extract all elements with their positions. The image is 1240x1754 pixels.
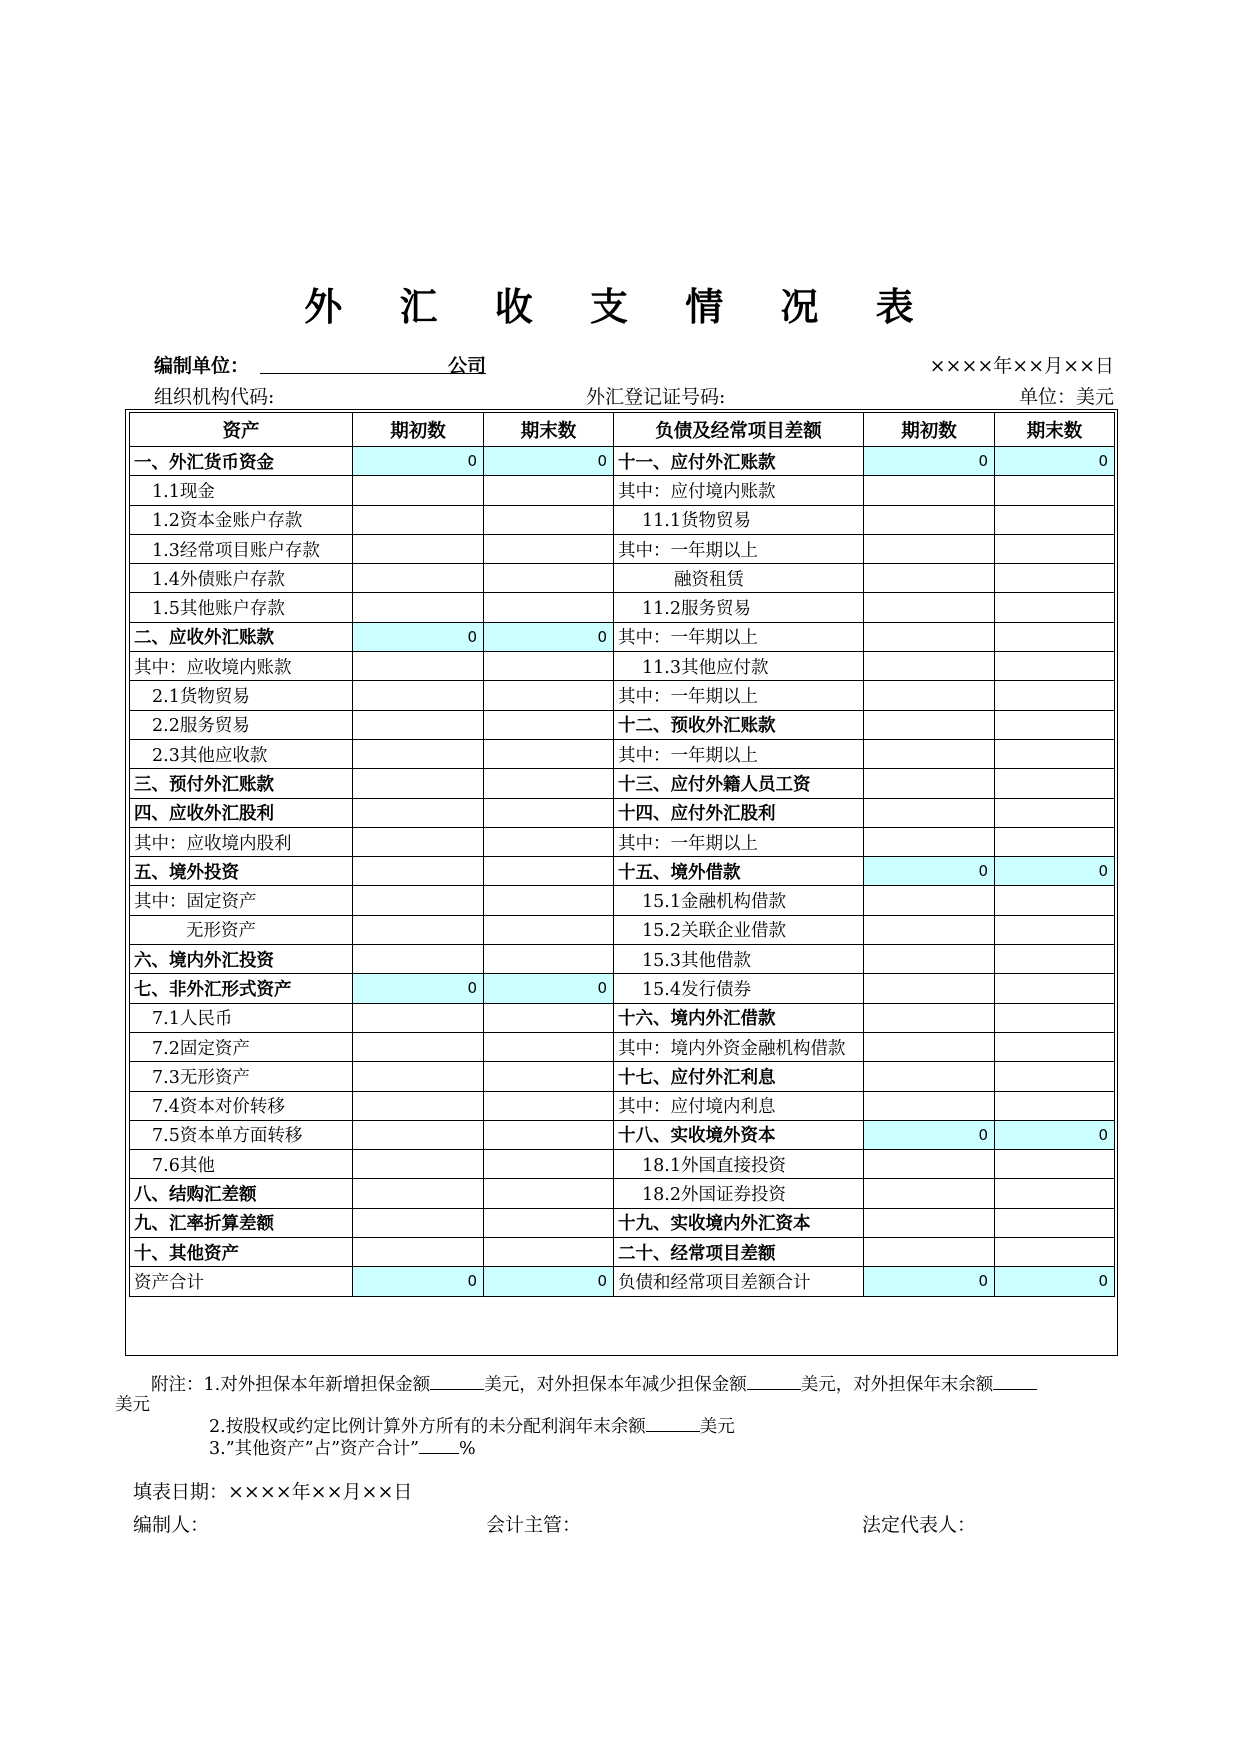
liability-begin-value[interactable] <box>864 1091 995 1120</box>
liability-begin-value[interactable] <box>864 1238 995 1267</box>
liability-begin-value[interactable] <box>864 945 995 974</box>
asset-end-value[interactable] <box>484 1179 614 1208</box>
liability-end-value[interactable] <box>995 1003 1115 1032</box>
col-header-end-2: 期末数 <box>995 413 1115 447</box>
asset-end-value[interactable] <box>484 827 614 856</box>
table-row <box>130 1208 1115 1237</box>
col-header-begin-2: 期初数 <box>864 413 995 447</box>
note-1 <box>115 1373 1115 1415</box>
liability-item-label: 11.2服务贸易 <box>614 593 864 622</box>
asset-item-label: 7.6其他 <box>130 1150 353 1179</box>
liability-item-label: 15.2关联企业借款 <box>614 915 864 944</box>
asset-begin-value[interactable] <box>353 476 484 505</box>
asset-end-value[interactable] <box>484 857 614 886</box>
note-1-blank-c[interactable] <box>993 1373 1037 1390</box>
note-1-blank-b[interactable] <box>747 1373 801 1390</box>
asset-item-label: 7.5资本单方面转移 <box>130 1120 353 1149</box>
asset-begin-value[interactable] <box>353 534 484 563</box>
asset-begin-value[interactable] <box>353 564 484 593</box>
fill-date: 填表日期：××××年××月××日 <box>133 1481 413 1503</box>
liability-item-label: 十四、应付外汇股利 <box>614 798 864 827</box>
asset-item-label: 八、结购汇差额 <box>130 1179 353 1208</box>
asset-end-value[interactable] <box>484 652 614 681</box>
asset-begin-value[interactable] <box>353 769 484 798</box>
liability-item-label: 其中：境内外资金融机构借款 <box>614 1032 864 1061</box>
liability-item-label: 十九、实收境内外汇资本 <box>614 1208 864 1237</box>
asset-end-value[interactable] <box>484 1003 614 1032</box>
asset-total-begin[interactable]: 0 <box>353 1267 484 1296</box>
report-date: ××××年××月××日 <box>929 355 1114 377</box>
asset-item-label: 1.2资本金账户存款 <box>130 505 353 534</box>
asset-item-label: 其中：应收境内股利 <box>130 827 353 856</box>
liability-end-value[interactable] <box>995 1062 1115 1091</box>
liability-end-value[interactable] <box>995 974 1115 1003</box>
note-3-text-a: 3.”其他资产”占”资产合计” <box>209 1439 419 1459</box>
liability-end-value[interactable]: 0 <box>995 447 1115 476</box>
table-row <box>130 886 1115 915</box>
asset-item-label: 三、预付外汇账款 <box>130 769 353 798</box>
asset-end-value[interactable] <box>484 798 614 827</box>
asset-begin-value[interactable] <box>353 681 484 710</box>
asset-begin-value[interactable] <box>353 739 484 768</box>
asset-begin-value[interactable] <box>353 593 484 622</box>
asset-item-label: 1.5其他账户存款 <box>130 593 353 622</box>
asset-end-value[interactable] <box>484 1150 614 1179</box>
asset-end-value[interactable] <box>484 476 614 505</box>
asset-item-label: 一、外汇货币资金 <box>130 447 353 476</box>
liability-item-label: 15.3其他借款 <box>614 945 864 974</box>
table-row <box>130 945 1115 974</box>
table-row <box>130 1238 1115 1267</box>
asset-end-value[interactable] <box>484 915 614 944</box>
liability-item-label: 十一、应付外汇账款 <box>614 447 864 476</box>
liability-begin-value[interactable] <box>864 681 995 710</box>
liability-end-value[interactable] <box>995 534 1115 563</box>
asset-begin-value[interactable] <box>353 505 484 534</box>
liability-begin-value[interactable] <box>864 974 995 1003</box>
asset-begin-value[interactable] <box>353 652 484 681</box>
table-row <box>130 593 1115 622</box>
asset-item-label: 十、其他资产 <box>130 1238 353 1267</box>
asset-item-label: 六、境内外汇投资 <box>130 945 353 974</box>
col-header-end: 期末数 <box>484 413 614 447</box>
liability-item-label: 其中：应付境内利息 <box>614 1091 864 1120</box>
liability-end-value[interactable] <box>995 1150 1115 1179</box>
asset-item-label: 2.1货物贸易 <box>130 681 353 710</box>
col-header-begin: 期初数 <box>353 413 484 447</box>
preparer-label: 编制人： <box>133 1514 210 1536</box>
unit-name-blank[interactable] <box>260 351 448 374</box>
table-row <box>130 652 1115 681</box>
table-row <box>130 710 1115 739</box>
liability-item-label: 18.2外国证券投资 <box>614 1179 864 1208</box>
asset-end-value[interactable] <box>484 1032 614 1061</box>
liability-begin-value[interactable]: 0 <box>864 447 995 476</box>
liability-end-value[interactable] <box>995 564 1115 593</box>
liability-item-label: 11.1货物贸易 <box>614 505 864 534</box>
liability-begin-value[interactable] <box>864 1208 995 1237</box>
table-row <box>130 447 1115 476</box>
liability-begin-value[interactable] <box>864 915 995 944</box>
asset-item-label: 其中：固定资产 <box>130 886 353 915</box>
asset-item-label: 九、汇率折算差额 <box>130 1208 353 1237</box>
table-row <box>130 1091 1115 1120</box>
asset-begin-value[interactable] <box>353 1238 484 1267</box>
liability-begin-value[interactable] <box>864 622 995 651</box>
header-row-1 <box>154 351 1114 379</box>
asset-begin-value[interactable] <box>353 1150 484 1179</box>
asset-end-value[interactable] <box>484 886 614 915</box>
notes <box>115 1373 1115 1459</box>
liability-item-label: 十八、实收境外资本 <box>614 1120 864 1149</box>
note-1-blank-a[interactable] <box>430 1373 484 1390</box>
asset-item-label: 7.3无形资产 <box>130 1062 353 1091</box>
liability-item-label: 15.4发行债券 <box>614 974 864 1003</box>
liability-item-label: 融资租赁 <box>614 564 864 593</box>
note-3-blank[interactable] <box>419 1437 459 1454</box>
liability-item-label: 十三、应付外籍人员工资 <box>614 769 864 798</box>
asset-end-value[interactable]: 0 <box>484 622 614 651</box>
liability-begin-value[interactable] <box>864 476 995 505</box>
liability-end-value[interactable] <box>995 915 1115 944</box>
total-row <box>130 1267 1115 1296</box>
liability-end-value[interactable] <box>995 1091 1115 1120</box>
asset-total-end[interactable]: 0 <box>484 1267 614 1296</box>
asset-end-value[interactable] <box>484 1091 614 1120</box>
asset-end-value[interactable] <box>484 564 614 593</box>
liability-begin-value[interactable] <box>864 710 995 739</box>
liability-begin-value[interactable] <box>864 505 995 534</box>
org-code-label: 组织机构代码: <box>154 386 275 408</box>
asset-begin-value[interactable] <box>353 798 484 827</box>
asset-end-value[interactable] <box>484 769 614 798</box>
table-row <box>130 798 1115 827</box>
asset-end-value[interactable] <box>484 1062 614 1091</box>
note-2 <box>133 1415 1115 1437</box>
liability-end-value[interactable] <box>995 1238 1115 1267</box>
report-table-frame <box>125 409 1118 1356</box>
currency-label: 单位：美元 <box>1018 386 1114 408</box>
note-1-text-a: 附注：1.对外担保本年新增担保金额 <box>151 1375 431 1395</box>
asset-end-value[interactable] <box>484 945 614 974</box>
asset-end-value[interactable]: 0 <box>484 974 614 1003</box>
asset-end-value[interactable] <box>484 505 614 534</box>
asset-begin-value[interactable] <box>353 857 484 886</box>
table-row <box>130 1150 1115 1179</box>
liability-begin-value[interactable] <box>864 593 995 622</box>
table-row <box>130 915 1115 944</box>
liability-begin-value[interactable] <box>864 652 995 681</box>
asset-begin-value[interactable] <box>353 1208 484 1237</box>
asset-item-label: 2.2服务贸易 <box>130 710 353 739</box>
report-table <box>129 412 1115 1297</box>
page-title: 外 汇 收 支 情 况 表 <box>304 284 936 329</box>
signature-row <box>133 1510 1113 1538</box>
asset-end-value[interactable] <box>484 681 614 710</box>
asset-end-value[interactable] <box>484 1238 614 1267</box>
asset-end-value[interactable] <box>484 534 614 563</box>
asset-end-value[interactable] <box>484 593 614 622</box>
note-1-text-c: 美元，对外担保年末余额 <box>800 1375 994 1395</box>
asset-item-label: 1.3经常项目账户存款 <box>130 534 353 563</box>
asset-item-label: 七、非外汇形式资产 <box>130 974 353 1003</box>
liability-total-end[interactable]: 0 <box>995 1267 1115 1296</box>
asset-item-label: 7.4资本对价转移 <box>130 1091 353 1120</box>
asset-begin-value[interactable] <box>353 1032 484 1061</box>
asset-item-label: 五、境外投资 <box>130 857 353 886</box>
asset-begin-value[interactable] <box>353 1120 484 1149</box>
liability-item-label: 其中：一年期以上 <box>614 739 864 768</box>
table-row <box>130 1062 1115 1091</box>
liability-item-label: 其中：一年期以上 <box>614 827 864 856</box>
unit-label: 编制单位： <box>154 355 250 377</box>
table-row <box>130 505 1115 534</box>
asset-item-label: 7.2固定资产 <box>130 1032 353 1061</box>
asset-item-label: 7.1人民币 <box>130 1003 353 1032</box>
asset-begin-value[interactable] <box>353 1003 484 1032</box>
liability-begin-value[interactable]: 0 <box>864 857 995 886</box>
note-2-text-b: 美元 <box>699 1417 735 1437</box>
liability-begin-value[interactable] <box>864 1062 995 1091</box>
liability-total-label: 负债和经常项目差额合计 <box>614 1267 864 1296</box>
liability-begin-value[interactable] <box>864 564 995 593</box>
table-row <box>130 681 1115 710</box>
table-row <box>130 974 1115 1003</box>
asset-begin-value[interactable]: 0 <box>353 974 484 1003</box>
liability-end-value[interactable] <box>995 681 1115 710</box>
note-3 <box>133 1437 1115 1459</box>
table-row <box>130 739 1115 768</box>
liability-item-label: 十五、境外借款 <box>614 857 864 886</box>
asset-item-label: 其中：应收境内账款 <box>130 652 353 681</box>
liability-end-value[interactable] <box>995 505 1115 534</box>
table-row <box>130 622 1115 651</box>
liability-end-value[interactable] <box>995 739 1115 768</box>
asset-item-label: 无形资产 <box>130 915 353 944</box>
asset-end-value[interactable] <box>484 710 614 739</box>
company-suffix: 公司 <box>448 355 487 377</box>
liability-begin-value[interactable] <box>864 1179 995 1208</box>
table-row <box>130 1032 1115 1061</box>
asset-end-value[interactable] <box>484 739 614 768</box>
liability-item-label: 18.1外国直接投资 <box>614 1150 864 1179</box>
liability-item-label: 其中：一年期以上 <box>614 622 864 651</box>
asset-item-label: 1.1现金 <box>130 476 353 505</box>
liability-end-value[interactable] <box>995 945 1115 974</box>
asset-begin-value[interactable]: 0 <box>353 622 484 651</box>
asset-begin-value[interactable] <box>353 1091 484 1120</box>
col-header-liabilities: 负债及经常项目差额 <box>614 413 864 447</box>
asset-item-label: 四、应收外汇股利 <box>130 798 353 827</box>
table-row <box>130 476 1115 505</box>
asset-begin-value[interactable] <box>353 915 484 944</box>
liability-item-label: 十二、预收外汇账款 <box>614 710 864 739</box>
liability-end-value[interactable] <box>995 710 1115 739</box>
liability-end-value[interactable]: 0 <box>995 1120 1115 1149</box>
col-header-assets: 资产 <box>130 413 353 447</box>
liability-total-begin[interactable]: 0 <box>864 1267 995 1296</box>
liability-end-value[interactable] <box>995 886 1115 915</box>
table-row <box>130 769 1115 798</box>
asset-item-label: 二、应收外汇账款 <box>130 622 353 651</box>
note-3-text-b: % <box>458 1439 476 1459</box>
asset-begin-value[interactable] <box>353 710 484 739</box>
asset-begin-value[interactable] <box>353 1062 484 1091</box>
liability-item-label: 11.3其他应付款 <box>614 652 864 681</box>
asset-begin-value[interactable]: 0 <box>353 447 484 476</box>
table-row <box>130 827 1115 856</box>
asset-item-label: 1.4外债账户存款 <box>130 564 353 593</box>
asset-end-value[interactable]: 0 <box>484 447 614 476</box>
table-row <box>130 1120 1115 1149</box>
liability-begin-value[interactable]: 0 <box>864 1120 995 1149</box>
liability-end-value[interactable] <box>995 1179 1115 1208</box>
liability-item-label: 其中：一年期以上 <box>614 681 864 710</box>
table-row <box>130 564 1115 593</box>
liability-item-label: 15.1金融机构借款 <box>614 886 864 915</box>
asset-begin-value[interactable] <box>353 827 484 856</box>
liability-begin-value[interactable] <box>864 827 995 856</box>
liability-item-label: 十七、应付外汇利息 <box>614 1062 864 1091</box>
asset-end-value[interactable] <box>484 1208 614 1237</box>
asset-item-label: 2.3其他应收款 <box>130 739 353 768</box>
liability-begin-value[interactable] <box>864 534 995 563</box>
liability-end-value[interactable] <box>995 798 1115 827</box>
accountant-label: 会计主管： <box>486 1514 582 1536</box>
asset-total-label: 资产合计 <box>130 1267 353 1296</box>
liability-item-label: 二十、经常项目差额 <box>614 1238 864 1267</box>
liability-begin-value[interactable] <box>864 886 995 915</box>
liability-begin-value[interactable] <box>864 1003 995 1032</box>
liability-end-value[interactable] <box>995 827 1115 856</box>
table-row <box>130 534 1115 563</box>
table-row <box>130 1003 1115 1032</box>
asset-end-value[interactable] <box>484 1120 614 1149</box>
note-1-text-d: 美元 <box>115 1395 150 1415</box>
liability-begin-value[interactable] <box>864 769 995 798</box>
header-row-2 <box>154 382 1114 410</box>
liability-end-value[interactable] <box>995 1208 1115 1237</box>
liability-end-value[interactable] <box>995 1032 1115 1061</box>
liability-end-value[interactable]: 0 <box>995 857 1115 886</box>
note-2-text-a: 2.按股权或约定比例计算外方所有的未分配利润年末余额 <box>209 1417 646 1437</box>
legal-rep-label: 法定代表人： <box>862 1514 977 1536</box>
liability-end-value[interactable] <box>995 593 1115 622</box>
asset-begin-value[interactable] <box>353 1179 484 1208</box>
reg-code-label: 外汇登记证号码: <box>586 386 726 408</box>
liability-end-value[interactable] <box>995 769 1115 798</box>
table-row <box>130 857 1115 886</box>
table-row <box>130 1179 1115 1208</box>
liability-end-value[interactable] <box>995 652 1115 681</box>
note-1-text-b: 美元，对外担保本年减少担保金额 <box>484 1375 747 1395</box>
liability-item-label: 十六、境内外汇借款 <box>614 1003 864 1032</box>
asset-begin-value[interactable] <box>353 945 484 974</box>
note-2-blank[interactable] <box>646 1415 700 1432</box>
liability-begin-value[interactable] <box>864 1150 995 1179</box>
liability-item-label: 其中：应付境内账款 <box>614 476 864 505</box>
table-header-row <box>130 413 1115 447</box>
liability-begin-value[interactable] <box>864 739 995 768</box>
liability-begin-value[interactable] <box>864 798 995 827</box>
liability-item-label: 其中：一年期以上 <box>614 534 864 563</box>
liability-end-value[interactable] <box>995 476 1115 505</box>
liability-end-value[interactable] <box>995 622 1115 651</box>
liability-begin-value[interactable] <box>864 1032 995 1061</box>
asset-begin-value[interactable] <box>353 886 484 915</box>
